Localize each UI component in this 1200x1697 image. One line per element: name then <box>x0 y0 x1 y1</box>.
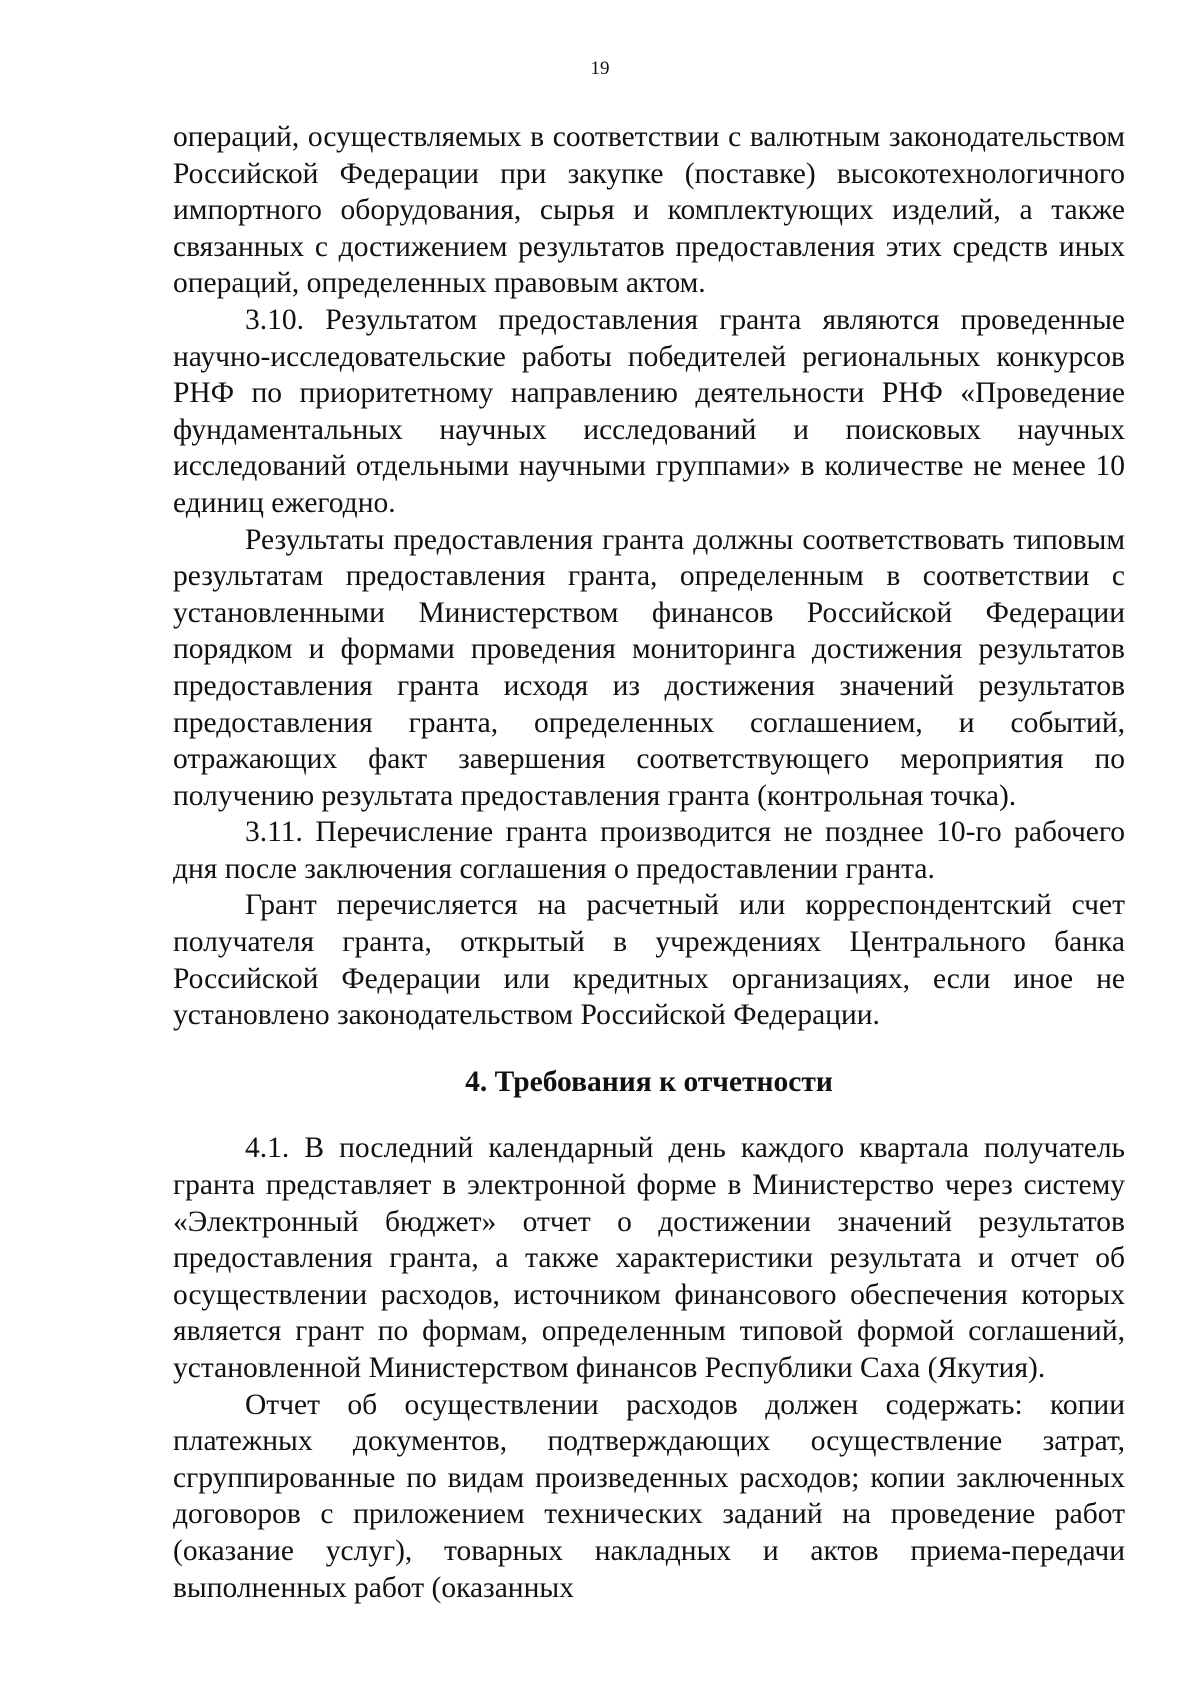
paragraph-4-1: 4.1. В последний календарный день каждого квартала получатель гранта представляет в электронной форме в Министерство через систему «Электронный бюджет» отчет о достижении значений результатов предоставления гранта, а также характеристики результата и отчет об осуществлении расходов, источником финансового обеспечения которых является грант по формам, определенным типовой формой соглашений, установленной Министерством финансов Республики Саха (Якутия). <box>173 1132 1125 1384</box>
paragraph-grant-transfer: Грант перечисляется на расчетный или корреспондентский счет получателя гранта, открытый в учреждениях Центрального банка Российской Федерации или кредитных организациях, если иное не установлено законодательством Российской Федерации. <box>173 889 1125 1032</box>
page-number: 19 <box>590 58 610 79</box>
paragraph-expense-report: Отчет об осуществлении расходов должен содержать: копии платежных документов, подтверждающих осуществление затрат, сгруппированные по видам произведенных расходов; копии заключенных договоров с приложением технических заданий на проведение работ (оказание услуг), товарных накладных и актов приема-передачи выполненных работ (оказанных <box>173 1388 1125 1604</box>
paragraph-3-10: 3.10. Результатом предоставления гранта являются проведенные научно-исследовательские работы победителей региональных конкурсов РНФ по приоритетному направлению деятельности РНФ «Проведение фундаментальных научных исследований и поисковых научных исследований отдельными научными группами» в количестве не менее 10 единиц ежегодно. <box>173 303 1125 519</box>
document-body <box>173 119 1125 1606</box>
paragraph-continuation: операций, осуществляемых в соответствии с валютным законодательством Российской Федерации при закупке (поставке) высокотехнологичного импортного оборудования, сырья и комплектующих изделий, а также связанных с достижением результатов предоставления этих средств иных операций, определенных правовым актом. <box>173 121 1125 300</box>
paragraph-results: Результаты предоставления гранта должны соответствовать типовым результатам предоставления гранта, определенным в соответствии с установленными Министерством финансов Российской Федерации порядком и формами проведения мониторинга достижения результатов предоставления гранта исходя из достижения значений результатов предоставления гранта, определенных соглашением, и событий, отражающих факт завершения соответствующего мероприятия по получению результата предоставления гранта (контрольная точка). <box>173 523 1125 812</box>
paragraph-3-11: 3.11. Перечисление гранта производится не позднее 10-го рабочего дня после заключения соглашения о предоставлении гранта. <box>173 816 1125 885</box>
section-heading: 4. Требования к отчетности <box>465 1065 833 1098</box>
